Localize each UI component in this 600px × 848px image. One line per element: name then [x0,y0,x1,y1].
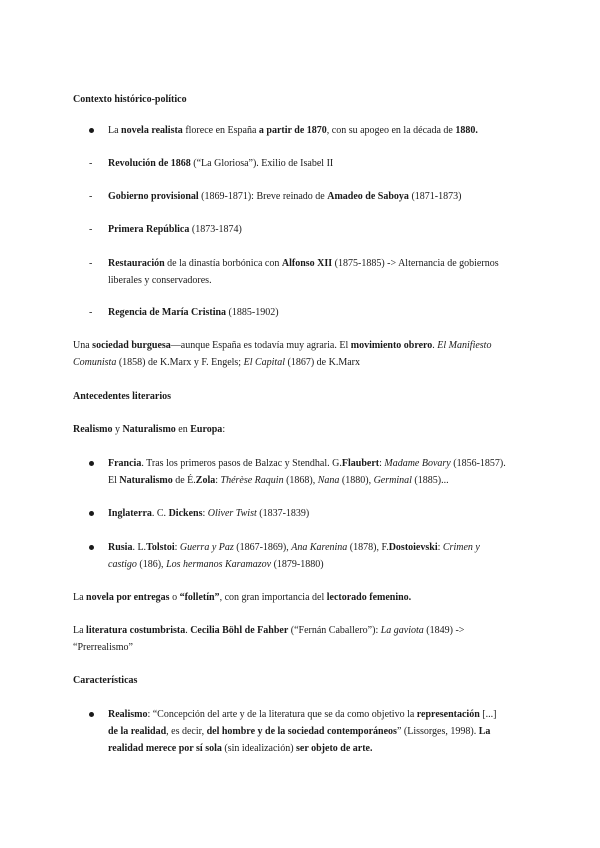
bullet-inglaterra: Inglaterra. C. Dickens: Oliver Twist (1837-1839) [108,508,310,519]
heading-caracteristicas: Características [73,675,138,686]
paragraph-costumbrista-line2: “Prerrealismo” [73,642,133,653]
dash-marker: - [89,258,93,269]
dash-item-revolucion: Revolución de 1868 (“La Gloriosa”). Exilio de Isabel II [108,158,334,169]
bullet-rusia-line2: castigo (186), Los hermanos Karamazov (1879-1880) [108,559,324,570]
bullet-novela-realista: La novela realista florece en España a partir de 1870, con su apogeo en la década de 1880. [108,125,478,136]
bullet-realismo-def: Realismo: “Concepción del arte y de la literatura que se da como objetivo la representación [...] [108,709,497,720]
bullet-dot [89,511,94,516]
paragraph-sociedad-line2: Comunista (1858) de K.Marx y F. Engels; El Capital (1867) de K.Marx [73,357,360,368]
bullet-dot [89,545,94,550]
paragraph-costumbrista: La literatura costumbrista. Cecilia Böhl de Fahber (“Fernán Caballero”): La gaviota (1849) -> [73,625,465,636]
paragraph-sociedad: Una sociedad burguesa—aunque España es todavía muy agraria. El movimiento obrero. El Manifiesto [73,340,492,351]
bullet-dot [89,712,94,717]
dash-item-republica: Primera República (1873-1874) [108,224,242,235]
dash-item-restauracion-line2: liberales y conservadores. [108,275,212,286]
bullet-francia: Francia. Tras los primeros pasos de Balzac y Stendhal. G.Flaubert: Madame Bovary (1856-1857). [108,458,506,469]
dash-marker: - [89,191,93,202]
heading-antecedentes: Antecedentes literarios [73,391,172,402]
paragraph-folletin: La novela por entregas o “folletín”, con gran importancia del lectorado femenino. [73,592,412,603]
dash-marker: - [89,158,93,169]
heading-contexto: Contexto histórico-político [73,94,187,105]
dash-marker: - [89,224,93,235]
bullet-dot [89,461,94,466]
paragraph-realismo-europa: Realismo y Naturalismo en Europa: [73,424,226,435]
dash-marker: - [89,307,93,318]
bullet-rusia: Rusia. L.Tolstoi: Guerra y Paz (1867-1869), Ana Karenina (1878), F.Dostoievski: Crimen y [108,542,480,553]
dash-item-restauracion: Restauración de la dinastía borbónica con Alfonso XII (1875-1885) -> Alternancia de gobiernos [108,258,499,269]
bullet-dot [89,128,94,133]
bullet-realismo-def-line3: realidad merece por sí sola (sin idealización) ser objeto de arte. [108,743,373,754]
bullet-realismo-def-line2: de la realidad, es decir, del hombre y de la sociedad contemporáneos” (Lissorges, 1998). La [108,726,491,737]
dash-item-gobierno: Gobierno provisional (1869-1871): Breve reinado de Amadeo de Saboya (1871-1873) [108,191,462,202]
dash-item-regencia: Regencia de María Cristina (1885-1902) [108,307,279,318]
bullet-francia-line2: El Naturalismo de É.Zola: Thérèse Raquin (1868), Nana (1880), Germinal (1885)... [108,475,449,486]
